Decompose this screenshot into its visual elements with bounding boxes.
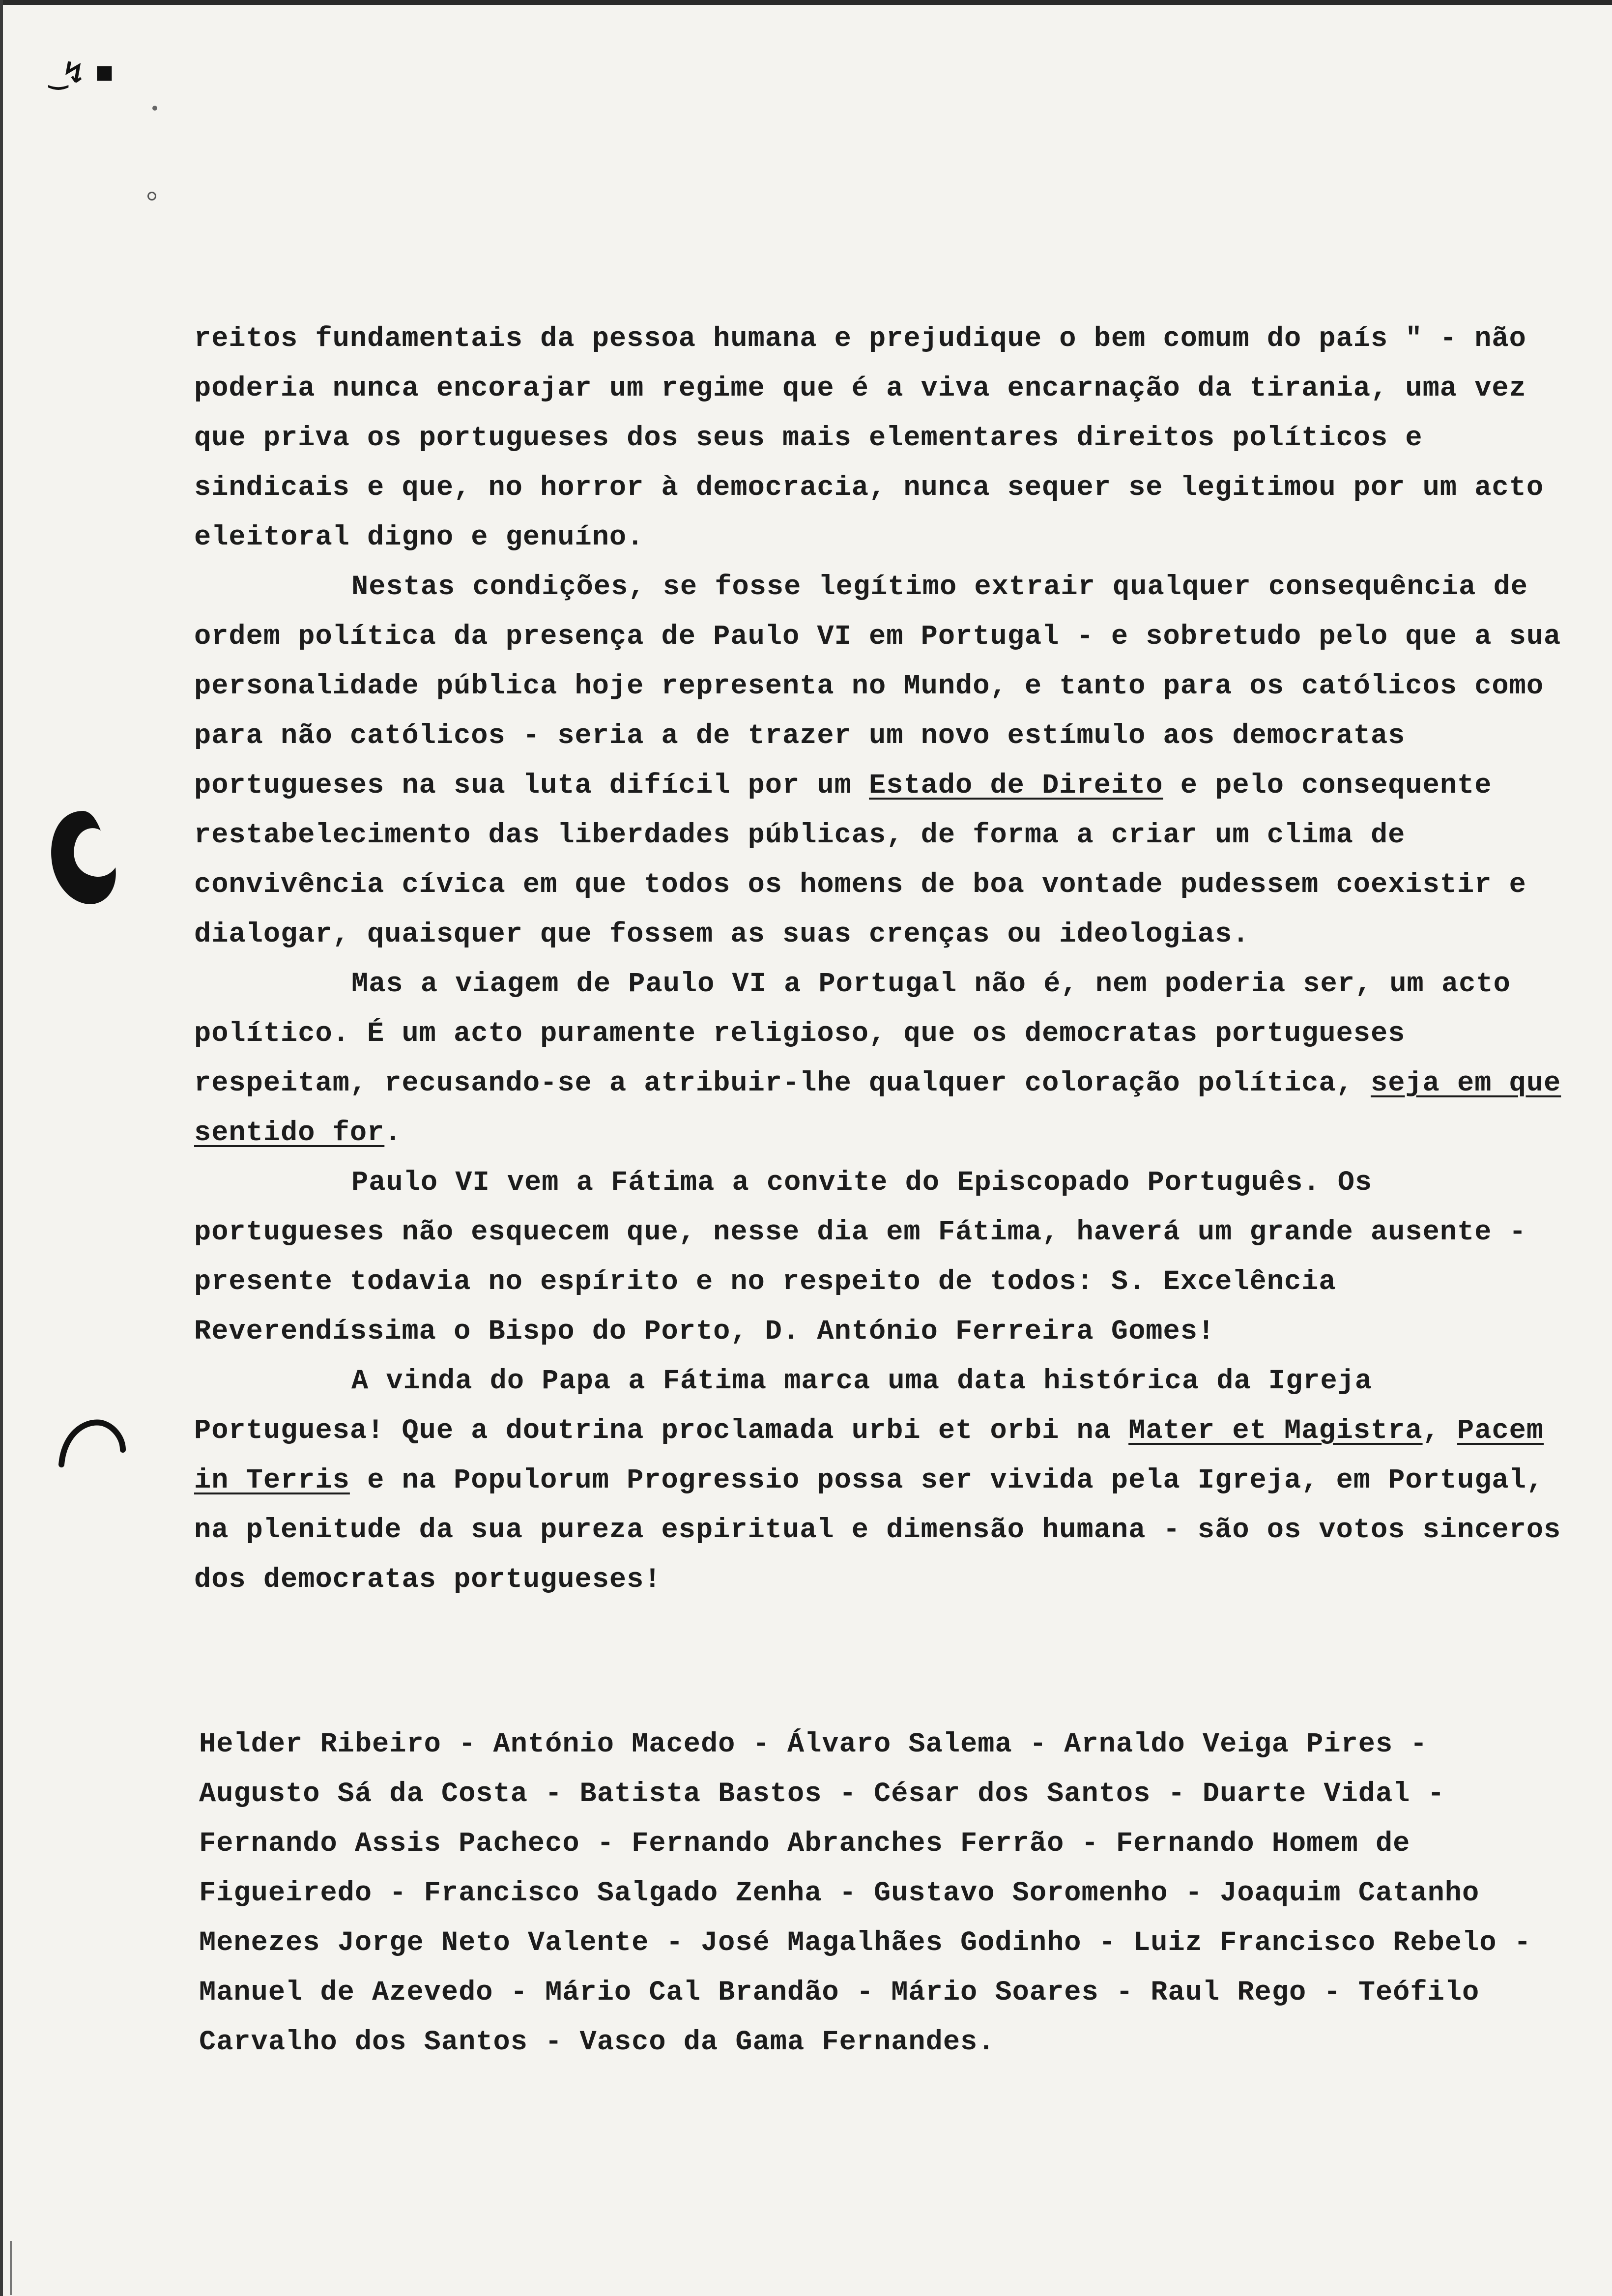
paragraph-text: ,	[1422, 1415, 1458, 1447]
paragraph-text: e pelo consequente restabelecimento das liberdades públicas, de forma a criar um clima de convivência cívica em que todos os homens de boa vontade pudessem coexistir e dialogar, quaisquer que fossem as suas crenças ou ideologias.	[194, 770, 1526, 950]
letter-body	[194, 315, 1570, 1605]
body-paragraph	[194, 315, 1570, 563]
body-paragraph	[194, 1158, 1570, 1357]
body-paragraph	[194, 1357, 1570, 1605]
punch-hole-arc-icon	[54, 1415, 128, 1469]
underlined-phrase: Pacem in Terris	[194, 1415, 1544, 1496]
paragraph-text: Mas a viagem de Paulo VI a Portugal não é, nem poderia ser, um acto político. É um acto puramente religioso, que os democratas portugueses respeitam, recusando-se a atribuir-lhe qualquer coloração política,	[194, 969, 1511, 1099]
ink-speck	[147, 192, 156, 201]
punch-hole-icon	[47, 806, 120, 909]
page-top-edge	[0, 0, 1612, 5]
underlined-phrase: seja em que sentido for	[194, 1068, 1561, 1149]
paragraph-text: reitos fundamentais da pessoa humana e prejudique o bem comum do país " - não poderia nunca encorajar um regime que é a viva encarnação da tirania, uma vez que priva os portugueses dos seus mais elementares direitos políticos e sindicais e que, no horror à democracia, nunca sequer se legitimou por um acto eleitoral digno e genuíno.	[194, 323, 1544, 553]
handwritten-corner-mark: ‿↯ ■	[49, 57, 111, 92]
body-paragraph	[194, 563, 1570, 960]
paragraph-text: A vinda do Papa a Fátima marca uma data histórica da Igreja Portuguesa! Que a doutrina proclamada urbi et orbi na	[194, 1366, 1373, 1447]
underlined-phrase: Estado de Direito	[869, 770, 1163, 802]
paragraph-text: Paulo VI vem a Fátima a convite do Episcopado Português. Os portugueses não esquecem que, nesse dia em Fátima, haverá um grande ausente - presente todavia no espírito e no respeito de todos: S. Excelência Reverendíssima o Bispo do Porto, D. António Ferreira Gomes!	[194, 1167, 1526, 1348]
signatories-list	[199, 1720, 1565, 2067]
paragraph-text: .	[384, 1118, 402, 1149]
underlined-phrase: Mater et Magistra	[1128, 1415, 1423, 1447]
page-left-edge	[0, 0, 3, 2296]
ink-speck	[152, 106, 157, 111]
body-paragraph	[194, 960, 1570, 1158]
signatories-text: Helder Ribeiro - António Macedo - Álvaro Salema - Arnaldo Veiga Pires - Augusto Sá da Costa - Batista Bastos - César dos Santos - Duarte Vidal - Fernando Assis Pacheco - Fernando Abranches Ferrão - Fernando Homem de Figueiredo - Francisco Salgado Zenha - Gustavo Soromenho - Joaquim Catanho Menezes Jorge Neto Valente - José Magalhães Godinho - Luiz Francisco Rebelo - Manuel de Azevedo - Mário Cal Brandão - Mário Soares - Raul Rego - Teófilo Carvalho dos Santos - Vasco da Gama Fernandes.	[199, 1729, 1531, 2058]
paragraph-text: Nestas condições, se fosse legítimo extrair qualquer consequência de ordem política da presença de Paulo VI em Portugal - e sobretudo pelo que a sua personalidade pública hoje representa no Mundo, e tanto para os católicos como para não católicos - seria a de trazer um novo estímulo aos democratas portugueses na sua luta difícil por um	[194, 572, 1561, 802]
paragraph-text: e na Populorum Progressio possa ser vivida pela Igreja, em Portugal, na plenitude da sua pureza espiritual e dimensão humana - são os votos sinceros dos democratas portugueses!	[194, 1465, 1561, 1596]
page-margin-mark	[10, 2241, 12, 2295]
